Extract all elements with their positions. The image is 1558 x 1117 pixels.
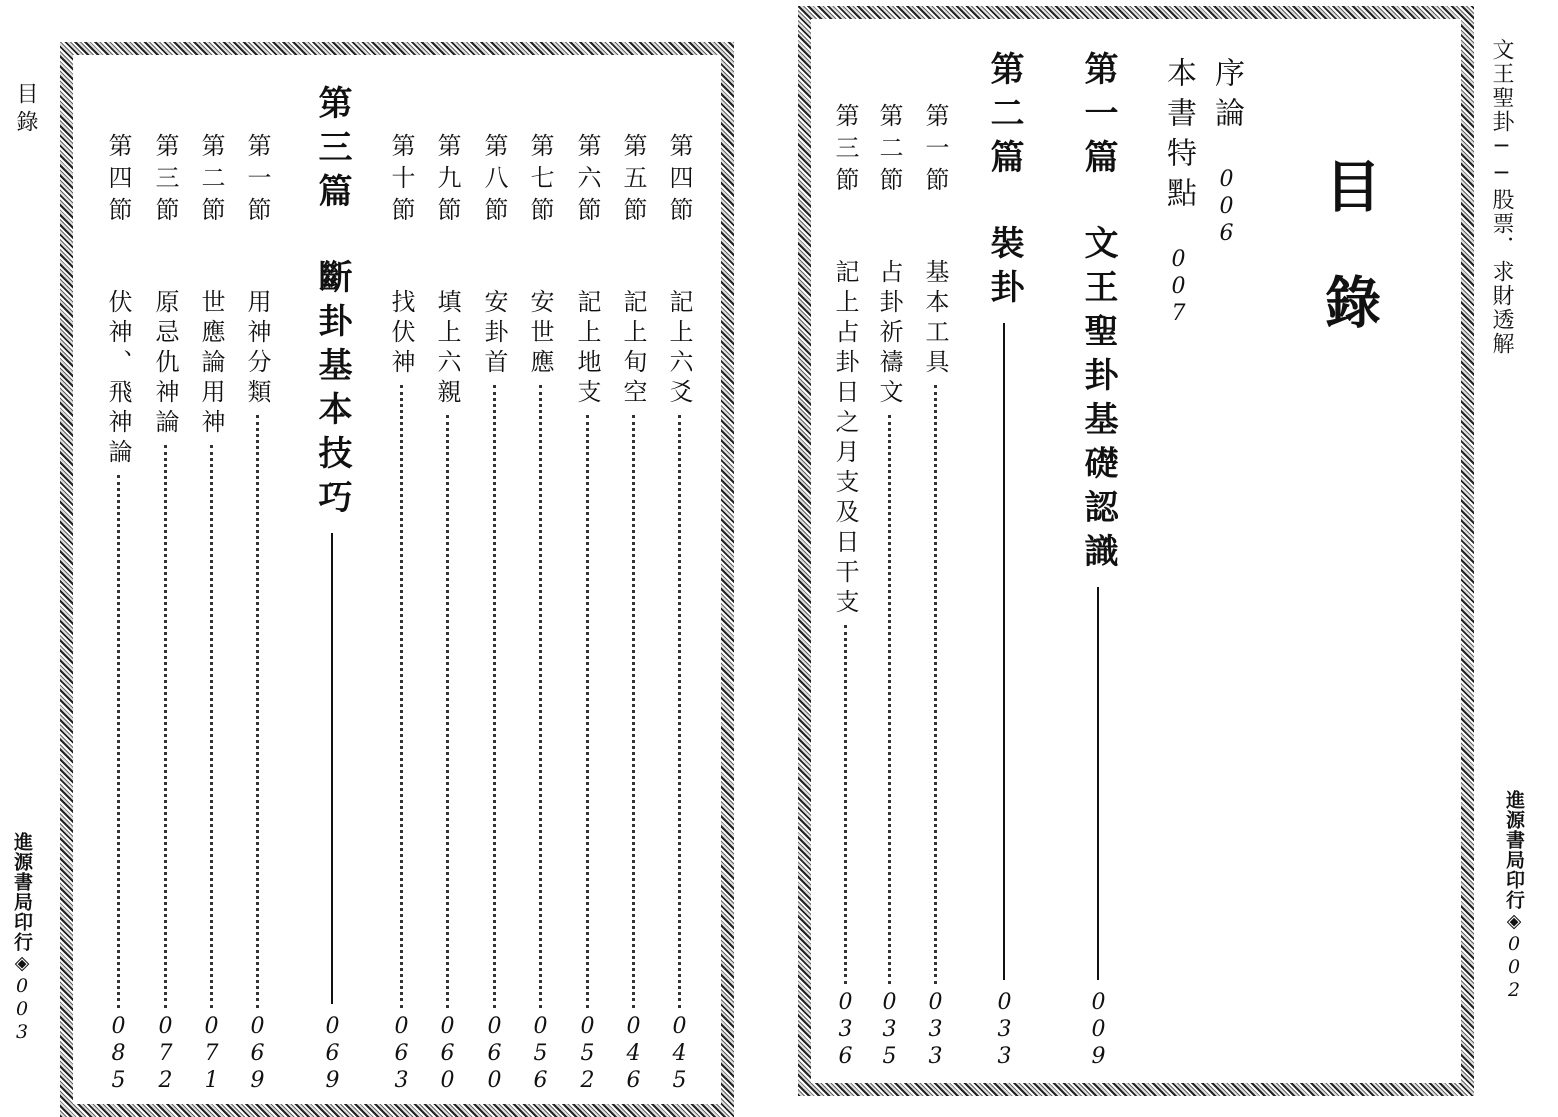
right-running-header: 文王聖卦──股票．求財透解 [1489, 38, 1514, 356]
toc-title: 記上占卦日之月支及日干支 [831, 259, 859, 619]
toc-page-number: 072 [153, 1014, 178, 1095]
toc-title: 裝卦 [984, 225, 1024, 313]
toc-section-entry [199, 133, 223, 1095]
publisher-name: 進源書局印行◈ [11, 832, 33, 975]
toc-page-number: 071 [199, 1014, 224, 1095]
left-page-frame [60, 42, 734, 1117]
toc-section-entry [877, 103, 901, 1071]
toc-title: 找伏神 [387, 289, 415, 379]
features-title: 本書特點 [1161, 57, 1196, 217]
toc-number: 第一篇 [1078, 51, 1118, 183]
toc-dot-leader [446, 415, 449, 1008]
publisher-name: 進源書局印行◈ [1503, 790, 1525, 933]
toc-title: 占卦祈禱文 [875, 259, 903, 409]
toc-section-entry [667, 133, 691, 1095]
right-page-frame [798, 6, 1474, 1096]
preface-item [1209, 57, 1244, 248]
toc-title: 記上地支 [573, 289, 601, 409]
toc-section-entry [833, 103, 857, 1071]
toc-section-entry [528, 133, 552, 1095]
toc-title: 世應論用神 [197, 289, 225, 439]
toc-dot-leader [400, 385, 403, 1008]
toc-title: 斷卦基本技巧 [312, 259, 352, 523]
preface-title: 序論 [1209, 57, 1244, 137]
toc-rule-line [1003, 323, 1005, 980]
toc-page-number: 035 [877, 990, 902, 1071]
toc-dot-leader [256, 415, 259, 1008]
toc-page-number: 056 [528, 1014, 553, 1095]
toc-page-number: 033 [923, 990, 948, 1071]
toc-part-entry [1078, 51, 1118, 1071]
toc-number: 第三節 [831, 103, 859, 199]
toc-number: 第三節 [151, 133, 179, 229]
toc-number: 第六節 [573, 133, 601, 229]
toc-part-entry [984, 51, 1024, 1071]
toc-number: 第八節 [480, 133, 508, 229]
toc-rule-line [331, 533, 333, 1004]
toc-title: 原忌仇神論 [151, 289, 179, 439]
toc-title: 安世應 [526, 289, 554, 379]
page-number: 002 [1503, 933, 1525, 1002]
toc-dot-leader [210, 445, 213, 1008]
toc-page-number: 060 [435, 1014, 460, 1095]
toc-title: 基本工具 [921, 259, 949, 379]
toc-section-entry [482, 133, 506, 1095]
toc-section-entry [106, 133, 130, 1095]
toc-part-entry [312, 85, 352, 1095]
toc-section-entry [621, 133, 645, 1095]
toc-rule-line [1097, 587, 1099, 980]
toc-number: 第一節 [921, 103, 949, 199]
preface-page: 006 [1214, 167, 1239, 248]
toc-dot-leader [539, 385, 542, 1008]
toc-number: 第三篇 [312, 85, 352, 217]
toc-number: 第四節 [665, 133, 693, 229]
left-side-label: 目錄 [13, 82, 38, 138]
toc-page-number: 069 [245, 1014, 270, 1095]
contents-heading: 目錄 [1316, 157, 1382, 389]
toc-title: 文王聖卦基礎認識 [1078, 225, 1118, 577]
toc-title: 填上六親 [433, 289, 461, 409]
toc-title: 記上六爻 [665, 289, 693, 409]
toc-title: 記上旬空 [619, 289, 647, 409]
toc-section-entry [153, 133, 177, 1095]
toc-number: 第五節 [619, 133, 647, 229]
toc-page-number: 085 [106, 1014, 131, 1095]
toc-number: 第二篇 [984, 51, 1024, 183]
features-page: 007 [1166, 247, 1191, 328]
toc-page-number: 069 [320, 1014, 345, 1095]
toc-section-entry [923, 103, 947, 1071]
toc-number: 第二節 [197, 133, 225, 229]
toc-section-entry [389, 133, 413, 1095]
toc-page-number: 009 [1086, 990, 1111, 1071]
toc-page-number: 060 [482, 1014, 507, 1095]
toc-dot-leader [164, 445, 167, 1008]
toc-page-number: 063 [389, 1014, 414, 1095]
toc-page-number: 033 [992, 990, 1017, 1071]
toc-dot-leader [934, 385, 937, 984]
toc-section-entry [575, 133, 599, 1095]
toc-number: 第一節 [243, 133, 271, 229]
toc-dot-leader [586, 415, 589, 1008]
left-publisher-footer [12, 832, 31, 1044]
toc-number: 第四節 [104, 133, 132, 229]
toc-title: 安卦首 [480, 289, 508, 379]
toc-page-number: 052 [575, 1014, 600, 1095]
toc-dot-leader [888, 415, 891, 984]
toc-section-entry [245, 133, 269, 1095]
toc-number: 第九節 [433, 133, 461, 229]
toc-dot-leader [493, 385, 496, 1008]
toc-page-number: 036 [833, 990, 858, 1071]
page-number: 003 [11, 975, 33, 1044]
right-publisher-footer [1504, 790, 1523, 1002]
toc-page-number: 046 [621, 1014, 646, 1095]
toc-dot-leader [632, 415, 635, 1008]
toc-number: 第二節 [875, 103, 903, 199]
toc-section-entry [435, 133, 459, 1095]
toc-title: 用神分類 [243, 289, 271, 409]
toc-number: 第七節 [526, 133, 554, 229]
toc-number: 第十節 [387, 133, 415, 229]
toc-dot-leader [844, 625, 847, 984]
features-item [1161, 57, 1196, 328]
toc-page-number: 045 [667, 1014, 692, 1095]
toc-title: 伏神、飛神論 [104, 289, 132, 469]
toc-dot-leader [678, 415, 681, 1008]
toc-dot-leader [117, 475, 120, 1008]
